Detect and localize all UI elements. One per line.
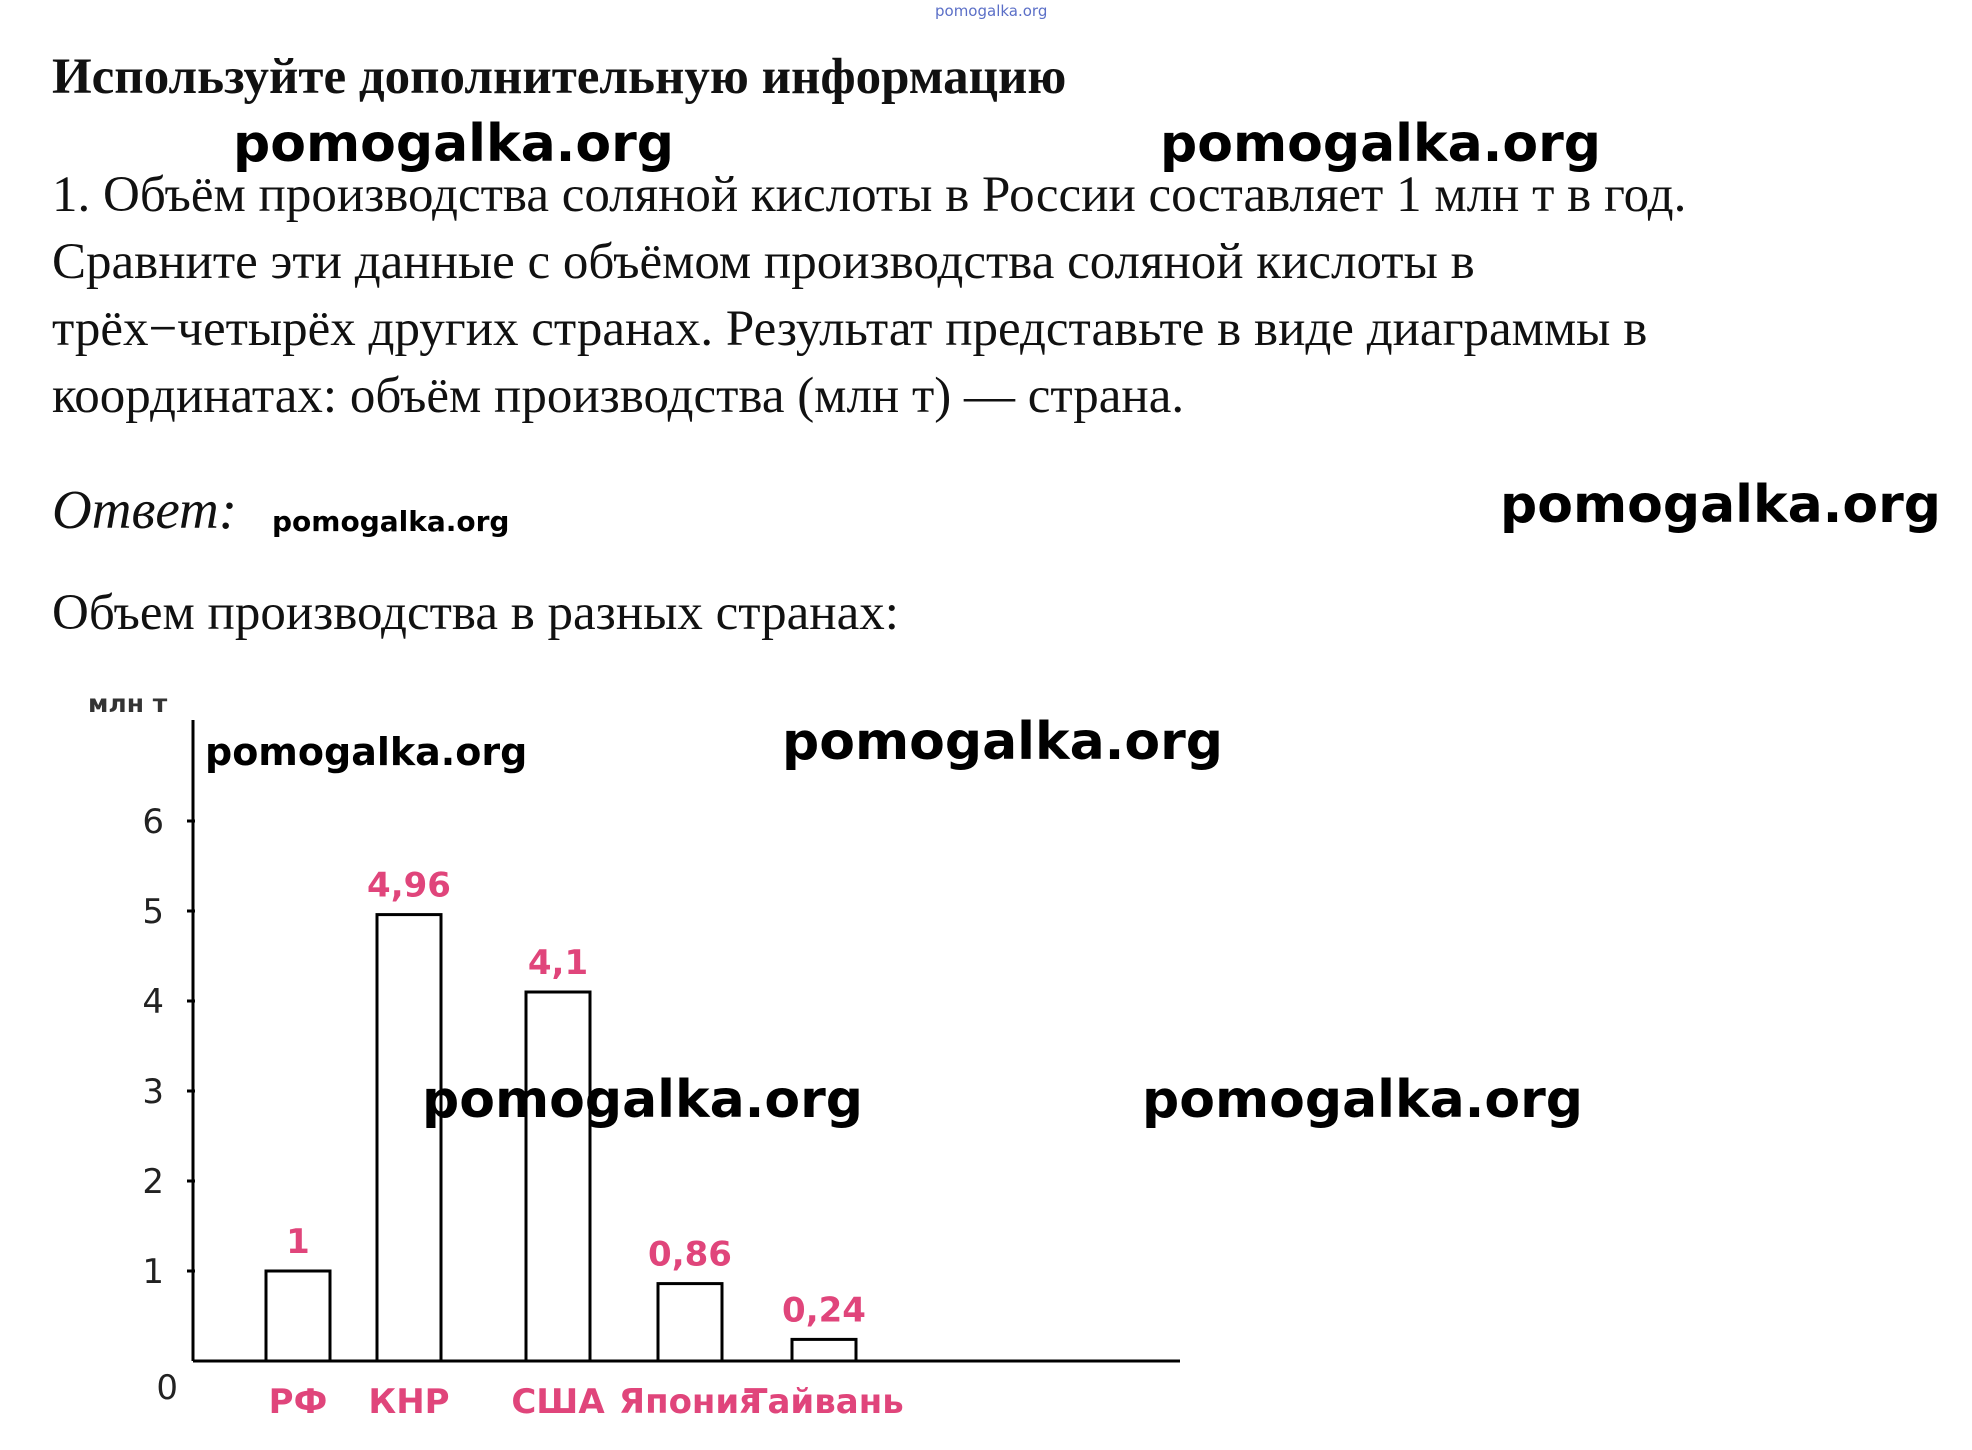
task-text	[52, 162, 1952, 430]
y-tick-label-2: 2	[142, 1162, 164, 1202]
category-label-2: КНР	[368, 1382, 450, 1422]
origin-label: 0	[156, 1368, 178, 1408]
y-tick-label-5: 5	[142, 892, 164, 932]
task-line-2: Сравните эти данные с объёмом производства соляной кислоты в	[52, 234, 1475, 290]
bar-3	[526, 992, 590, 1361]
bar-1	[266, 1271, 330, 1361]
chart-axes	[88, 689, 1180, 1408]
category-label-1: РФ	[268, 1382, 328, 1422]
category-label-3: США	[511, 1382, 605, 1422]
bar-chart	[0, 680, 1972, 1450]
watermark-top: pomogalka.org	[935, 2, 1048, 20]
page-heading: Используйте дополнительную информацию	[52, 49, 1067, 105]
answer-label: Ответ:	[52, 479, 238, 540]
watermark-5: pomogalka.org	[205, 730, 528, 774]
y-tick-label-3: 3	[142, 1072, 164, 1112]
bar-2	[377, 915, 441, 1361]
watermark-7: pomogalka.org	[422, 1070, 864, 1130]
bar-value-label-5: 0,24	[782, 1290, 866, 1331]
category-label-4: Япония	[618, 1382, 762, 1422]
task-line-1: 1. Объём производства соляной кислоты в России составляет 1 млн т в год.	[52, 167, 1687, 223]
answer-text: Объем производства в разных странах:	[52, 585, 899, 641]
watermark-3: pomogalka.org	[272, 505, 510, 538]
y-axis-label: млн т	[88, 689, 168, 718]
bar-value-label-4: 0,86	[648, 1234, 732, 1275]
watermark-1: pomogalka.org	[233, 114, 675, 174]
bar-value-label-3: 4,1	[527, 943, 589, 983]
category-label-5: Тайвань	[744, 1382, 904, 1422]
bar-value-label-1: 1	[286, 1222, 310, 1262]
y-tick-label-6: 6	[142, 802, 164, 842]
bar-value-label-2: 4,96	[367, 865, 451, 906]
watermark-4: pomogalka.org	[1500, 475, 1942, 535]
task-line-3: трёх−четырёх других странах. Результат представьте в виде диаграммы в	[52, 301, 1648, 357]
watermark-2: pomogalka.org	[1160, 114, 1602, 174]
y-tick-label-4: 4	[142, 982, 164, 1022]
bar-4	[658, 1284, 722, 1361]
bar-5	[792, 1339, 856, 1361]
task-line-4: координатах: объём производства (млн т) — страна.	[52, 368, 1185, 424]
y-tick-label-1: 1	[142, 1252, 164, 1292]
watermark-8: pomogalka.org	[1142, 1070, 1584, 1130]
watermark-6: pomogalka.org	[782, 712, 1224, 772]
